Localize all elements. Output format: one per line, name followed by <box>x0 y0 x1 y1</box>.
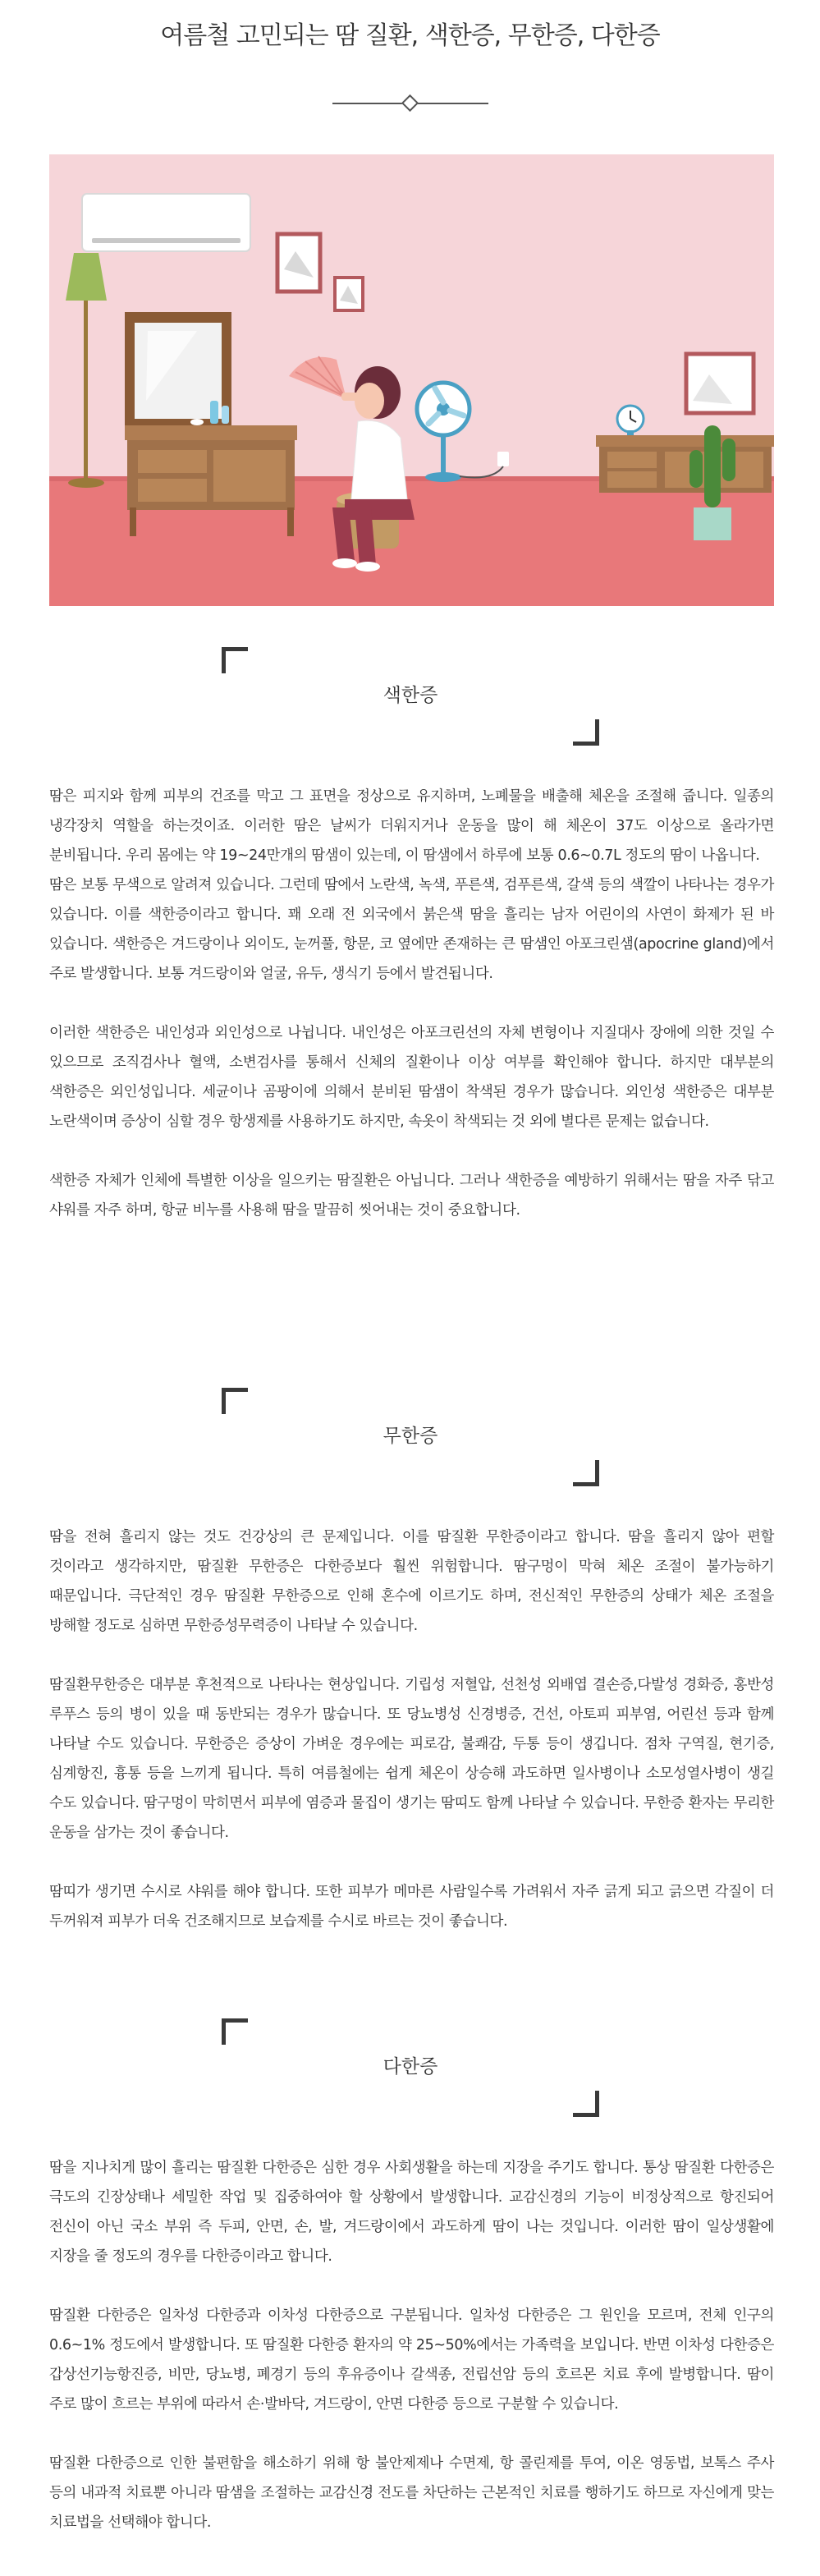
divider-line-right <box>418 103 488 104</box>
section-header-dahanjeung <box>222 2018 599 2117</box>
paragraph: 땀질환 다한증으로 인한 불편함을 해소하기 위해 항 불안제제나 수면제, 항 콜린제를 투여, 이온 영동법, 보톡스 주사 등의 내과적 치료뿐 아니라 땀샘을 조절하는 교감신경 전도를 차단하는 근본적인 치료를 행하기도 하므로 자신에게 맞는 치료법을 선택해야 합니다. <box>49 2455 774 2531</box>
corner-bracket-bottom-right <box>573 719 599 746</box>
section-header-muhanjeung <box>222 1388 599 1486</box>
paragraph: 땀은 피지와 함께 피부의 건조를 막고 그 표면을 정상으로 유지하며, 노폐물을 배출해 체온을 조절해 줍니다. 일종의 냉각장치 역할을 하는것이죠. 이러한 땀은 날씨가 더워지거나 운동을 많이 해 체온이 37도 이상으로 올라가면 분비됩니다. 우리 몸에는 약 19~24만개의 땀샘이 있는데, 이 땀샘에서 하루에 보통 0.6~0.7L 정도의 땀이 나옵니다. <box>49 788 774 864</box>
paragraph: 땀은 보통 무색으로 알려져 있습니다. 그런데 땀에서 노란색, 녹색, 푸른색, 검푸른색, 갈색 등의 색깔이 나타나는 경우가 있습니다. 이를 색한증이라고 합니다. 꽤 오래 전 외국에서 붉은색 땀을 흘리는 남자 어린이의 사연이 화제가 된 바 있습니다. 색한증은 겨드랑이나 외이도, 눈꺼풀, 항문, 코 옆에만 존재하는 큰 땀샘인 아포크린샘(apocrine gland)에서 주로 발생합니다. 보통 겨드랑이와 얼굴, 유두, 생식기 등에서 발견됩니다. <box>49 877 774 982</box>
section-heading: 다한증 <box>383 2056 438 2078</box>
section-header-saekhanjeung <box>222 647 599 746</box>
paragraph: 땀질환 다한증은 일차성 다한증과 이차성 다한증으로 구분됩니다. 일차성 다한증은 그 원인을 모르며, 전체 인구의 0.6~1% 정도에서 발생합니다. 또 땀질환 다한증 환자의 약 25~50%에서는 가족력을 보입니다. 반면 이차성 다한증은 갑상선기능항진증, 비만, 당뇨병, 폐경기 등의 후유증이나 갈색종, 전립선암 등의 호르몬 치료 후에 발병합니다. 땀이 주로 많이 흐르는 부위에 따라서 손·발바닥, 겨드랑이, 안면 다한증 등으로 구분할 수 있습니다. <box>49 2307 774 2413</box>
page-title: 여름철 고민되는 땀 질환, 색한증, 무한증, 다한증 <box>160 21 660 50</box>
corner-bracket-top-left <box>222 1388 248 1414</box>
paragraph: 색한증 자체가 인체에 특별한 이상을 일으키는 땀질환은 아닙니다. 그러나 색한증을 예방하기 위해서는 땀을 자주 닦고 샤워를 자주 하며, 항균 비누를 사용해 땀을 말끔히 씻어내는 것이 중요합니다. <box>49 1173 774 1219</box>
section-body-saekhanjeung <box>49 782 774 1225</box>
title-divider <box>332 94 488 112</box>
section-heading: 색한증 <box>383 685 438 706</box>
corner-bracket-top-left <box>222 2018 248 2045</box>
corner-bracket-bottom-right <box>573 2091 599 2117</box>
corner-bracket-top-left <box>222 647 248 673</box>
divider-line-left <box>332 103 403 104</box>
corner-bracket-bottom-right <box>573 1460 599 1486</box>
divider-diamond-icon <box>401 94 419 112</box>
paragraph: 땀띠가 생기면 수시로 샤워를 해야 합니다. 또한 피부가 메마른 사람일수록 가려워서 자주 긁게 되고 긁으면 각질이 더 두꺼워져 피부가 더욱 건조해지므로 보습제를 수시로 바르는 것이 좋습니다. <box>49 1884 774 1930</box>
paragraph: 땀질환무한증은 대부분 후천적으로 나타나는 현상입니다. 기립성 저혈압, 선천성 외배엽 결손증,다발성 경화증, 홍반성 루푸스 등의 병이 있을 때 동반되는 경우가 많습니다. 또 당뇨병성 신경병증, 건선, 아토피 피부염, 어린선 등과 함께 나타날 수도 있습니다. 무한증은 증상이 가벼운 경우에는 피로감, 불쾌감, 두통 등이 생깁니다. 점차 구역질, 현기증, 심계항진, 흉통 등을 느끼게 됩니다. 특히 여름철에는 쉽게 체온이 상승해 과도하면 일사병이나 소모성열사병이 생길 수도 있습니다. 땀구멍이 막히면서 피부에 염증과 물집이 생기는 땀띠도 함께 나타날 수 있습니다. 무한증 환자는 무리한 운동을 삼가는 것이 좋습니다. <box>49 1677 774 1841</box>
paragraph: 이러한 색한증은 내인성과 외인성으로 나뉩니다. 내인성은 아포크린선의 자체 변형이나 지질대사 장애에 의한 것일 수 있으므로 조직검사나 혈액, 소변검사를 통해서 신체의 질환이나 이상 여부를 확인해야 합니다. 하지만 대부분의 색한증은 외인성입니다. 세균이나 곰팡이에 의해서 분비된 땀샘이 착색된 경우가 많습니다. 외인성 색한증은 대부분 노란색이며 증상이 심할 경우 항생제를 사용하기도 하지만, 속옷이 착색되는 것 외에 별다른 문제는 없습니다. <box>49 1025 774 1130</box>
section-body-muhanjeung <box>49 1522 774 1936</box>
paragraph: 땀을 지나치게 많이 흘리는 땀질환 다한증은 심한 경우 사회생활을 하는데 지장을 주기도 합니다. 통상 땀질환 다한증은 극도의 긴장상태나 세밀한 작업 및 집중하여야 할 상황에서 발생합니다. 교감신경의 기능이 비정상적으로 항진되어 전신이 아닌 국소 부위 즉 두피, 안면, 손, 발, 겨드랑이에서 과도하게 땀이 나는 것입니다. 이러한 땀이 일상생활에 지장을 줄 정도의 경우를 다한증이라고 합니다. <box>49 2160 774 2265</box>
section-heading: 무한증 <box>383 1426 438 1447</box>
section-body-dahanjeung <box>49 2153 774 2537</box>
paragraph: 땀을 전혀 흘리지 않는 것도 건강상의 큰 문제입니다. 이를 땀질환 무한증이라고 합니다. 땀을 흘리지 않아 편할 것이라고 생각하지만, 땀질환 무한증은 다한증보다 훨씬 위험합니다. 땀구멍이 막혀 체온 조절이 불가능하기 때문입니다. 극단적인 경우 땀질환 무한증으로 인해 혼수에 이르기도 하며, 전신적인 무한증의 상태가 체온 조절을 방해할 정도로 심하면 무한증성무력증이 나타날 수 있습니다. <box>49 1529 774 1634</box>
hero-illustration <box>49 154 774 606</box>
